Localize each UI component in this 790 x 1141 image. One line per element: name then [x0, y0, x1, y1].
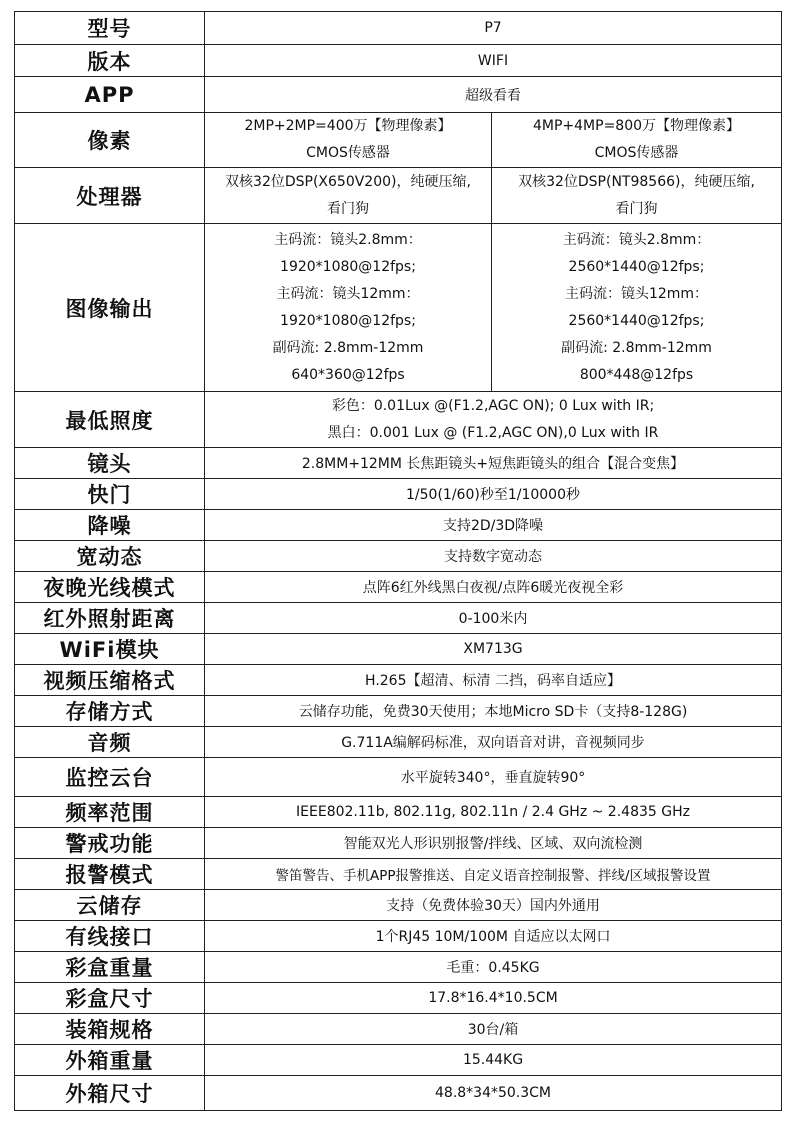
- row-value-ir-distance: 0-100米内: [205, 603, 782, 634]
- row-value-lens: 2.8MM+12MM 长焦距镜头+短焦距镜头的组合【混合变焦】: [205, 448, 782, 479]
- table-row: [15, 1045, 782, 1076]
- cell-line: 看门狗: [615, 200, 658, 217]
- cell-line: 2MP+2MP=400万【物理像素】: [244, 118, 452, 134]
- table-row: [15, 859, 782, 890]
- table-row: [15, 634, 782, 665]
- cell-line: 双核32位DSP(NT98566)，纯硬压缩,: [518, 173, 755, 190]
- cell-line: 2560*1440@12fps;: [568, 258, 705, 275]
- row-label-carton-size: 外箱尺寸: [15, 1076, 205, 1111]
- cell-line: 副码流: 2.8mm-12mm: [272, 339, 424, 356]
- row-value-processor-right: [492, 168, 782, 224]
- table-row: [15, 952, 782, 983]
- row-value-carton-size: 48.8*34*50.3CM: [205, 1076, 782, 1111]
- cell-line: 双核32位DSP(X650V200)，纯硬压缩,: [225, 173, 471, 190]
- row-label-box-weight: 彩盒重量: [15, 952, 205, 983]
- row-value-box-size: 17.8*16.4*10.5CM: [205, 983, 782, 1014]
- row-value-night-mode: 点阵6红外线黑白夜视/点阵6暖光夜视全彩: [205, 572, 782, 603]
- cell-line: 主码流：镜头2.8mm：: [274, 231, 422, 248]
- row-label-frequency-range: 频率范围: [15, 797, 205, 828]
- table-row: [15, 797, 782, 828]
- cell-line: 2560*1440@12fps;: [568, 312, 705, 329]
- row-label-carton-weight: 外箱重量: [15, 1045, 205, 1076]
- table-row: [15, 758, 782, 797]
- row-label-wdr: 宽动态: [15, 541, 205, 572]
- row-value-alert-function: 智能双光人形识别报警/拌线、区域、双向流检测: [205, 828, 782, 859]
- row-value-wired-interface: 1个RJ45 10M/100M 自适应以太网口: [205, 921, 782, 952]
- row-value-audio: G.711A编解码标准，双向语音对讲，音视频同步: [205, 727, 782, 758]
- table-row: [15, 448, 782, 479]
- table-row: [15, 45, 782, 77]
- table-row: [15, 113, 782, 168]
- table-row: [15, 12, 782, 45]
- row-value-carton-weight: 15.44KG: [205, 1045, 782, 1076]
- row-value-image-output-left: [205, 224, 492, 392]
- row-label-storage: 存储方式: [15, 696, 205, 727]
- cell-line: 看门狗: [327, 200, 369, 217]
- row-value-pixels-left: [205, 113, 492, 168]
- row-value-image-output-right: [492, 224, 782, 392]
- row-label-alert-function: 警戒功能: [15, 828, 205, 859]
- row-label-app: APP: [15, 77, 205, 113]
- row-label-ptz: 监控云台: [15, 758, 205, 797]
- table-row: [15, 510, 782, 541]
- row-value-frequency-range: IEEE802.11b, 802.11g, 802.11n / 2.4 GHz ~ 2.4835 GHz: [205, 797, 782, 828]
- table-row: [15, 224, 782, 392]
- row-label-alarm-mode: 报警模式: [15, 859, 205, 890]
- table-row: [15, 727, 782, 758]
- row-value-cloud-storage: 支持（免费体验30天）国内外通用: [205, 890, 782, 921]
- cell-line: 1920*1080@12fps;: [280, 312, 416, 329]
- table-row: [15, 603, 782, 634]
- table-row: [15, 168, 782, 224]
- cell-line: 主码流：镜头12mm：: [276, 285, 420, 302]
- spec-table: [14, 11, 782, 1111]
- cell-line: 1920*1080@12fps;: [280, 258, 416, 275]
- row-value-video-compression: H.265【超清、标清 二挡，码率自适应】: [205, 665, 782, 696]
- table-row: [15, 541, 782, 572]
- table-row: [15, 983, 782, 1014]
- cell-line: 4MP+4MP=800万【物理像素】: [532, 118, 741, 134]
- table-row: [15, 828, 782, 859]
- row-label-shutter: 快门: [15, 479, 205, 510]
- row-label-cloud-storage: 云储存: [15, 890, 205, 921]
- row-value-ptz: 水平旋转340°，垂直旋转90°: [205, 758, 782, 797]
- row-value-pixels-right: [492, 113, 782, 168]
- row-label-night-mode: 夜晚光线模式: [15, 572, 205, 603]
- row-label-model: 型号: [15, 12, 205, 45]
- cell-line: 主码流：镜头2.8mm：: [562, 231, 711, 248]
- row-label-processor: 处理器: [15, 168, 205, 224]
- table-row: [15, 572, 782, 603]
- row-label-noise-reduction: 降噪: [15, 510, 205, 541]
- row-label-lens: 镜头: [15, 448, 205, 479]
- row-label-version: 版本: [15, 45, 205, 77]
- cell-line: 800*448@12fps: [579, 366, 694, 383]
- cell-line: 副码流: 2.8mm-12mm: [561, 339, 712, 356]
- row-value-processor-left: [205, 168, 492, 224]
- row-label-wifi-module: WiFi模块: [15, 634, 205, 665]
- row-value-min-illumination: [205, 392, 782, 448]
- row-value-alarm-mode: 警笛警告、手机APP报警推送、自定义语音控制报警、拌线/区域报警设置: [205, 859, 782, 890]
- table-row: [15, 921, 782, 952]
- cell-line: 黑白：0.001 Lux @ (F1.2,AGC ON),0 Lux with IR: [327, 424, 659, 441]
- table-row: [15, 1014, 782, 1045]
- table-row: [15, 479, 782, 510]
- row-value-model: P7: [205, 12, 782, 45]
- row-value-box-weight: 毛重：0.45KG: [205, 952, 782, 983]
- row-label-min-illumination: 最低照度: [15, 392, 205, 448]
- cell-line: CMOS传感器: [594, 145, 679, 161]
- row-label-audio: 音频: [15, 727, 205, 758]
- row-value-version: WIFI: [205, 45, 782, 77]
- row-value-shutter: 1/50(1/60)秒至1/10000秒: [205, 479, 782, 510]
- row-value-packing-spec: 30台/箱: [205, 1014, 782, 1045]
- row-label-video-compression: 视频压缩格式: [15, 665, 205, 696]
- row-label-box-size: 彩盒尺寸: [15, 983, 205, 1014]
- row-value-wifi-module: XM713G: [205, 634, 782, 665]
- table-row: [15, 665, 782, 696]
- row-label-wired-interface: 有线接口: [15, 921, 205, 952]
- row-value-storage: 云储存功能，免费30天使用；本地Micro SD卡（支持8-128G): [205, 696, 782, 727]
- cell-line: 640*360@12fps: [291, 366, 405, 383]
- table-row: [15, 77, 782, 113]
- table-row: [15, 392, 782, 448]
- cell-line: CMOS传感器: [306, 145, 390, 161]
- row-value-noise-reduction: 支持2D/3D降噪: [205, 510, 782, 541]
- table-row: [15, 696, 782, 727]
- row-label-packing-spec: 装箱规格: [15, 1014, 205, 1045]
- row-value-wdr: 支持数字宽动态: [205, 541, 782, 572]
- cell-line: 主码流：镜头12mm：: [564, 285, 709, 302]
- table-row: [15, 890, 782, 921]
- row-label-ir-distance: 红外照射距离: [15, 603, 205, 634]
- cell-line: 彩色：0.01Lux @(F1.2,AGC ON); 0 Lux with IR;: [331, 397, 655, 414]
- row-value-app: 超级看看: [205, 77, 782, 113]
- table-row: [15, 1076, 782, 1111]
- row-label-pixels: 像素: [15, 113, 205, 168]
- row-label-image-output: 图像输出: [15, 224, 205, 392]
